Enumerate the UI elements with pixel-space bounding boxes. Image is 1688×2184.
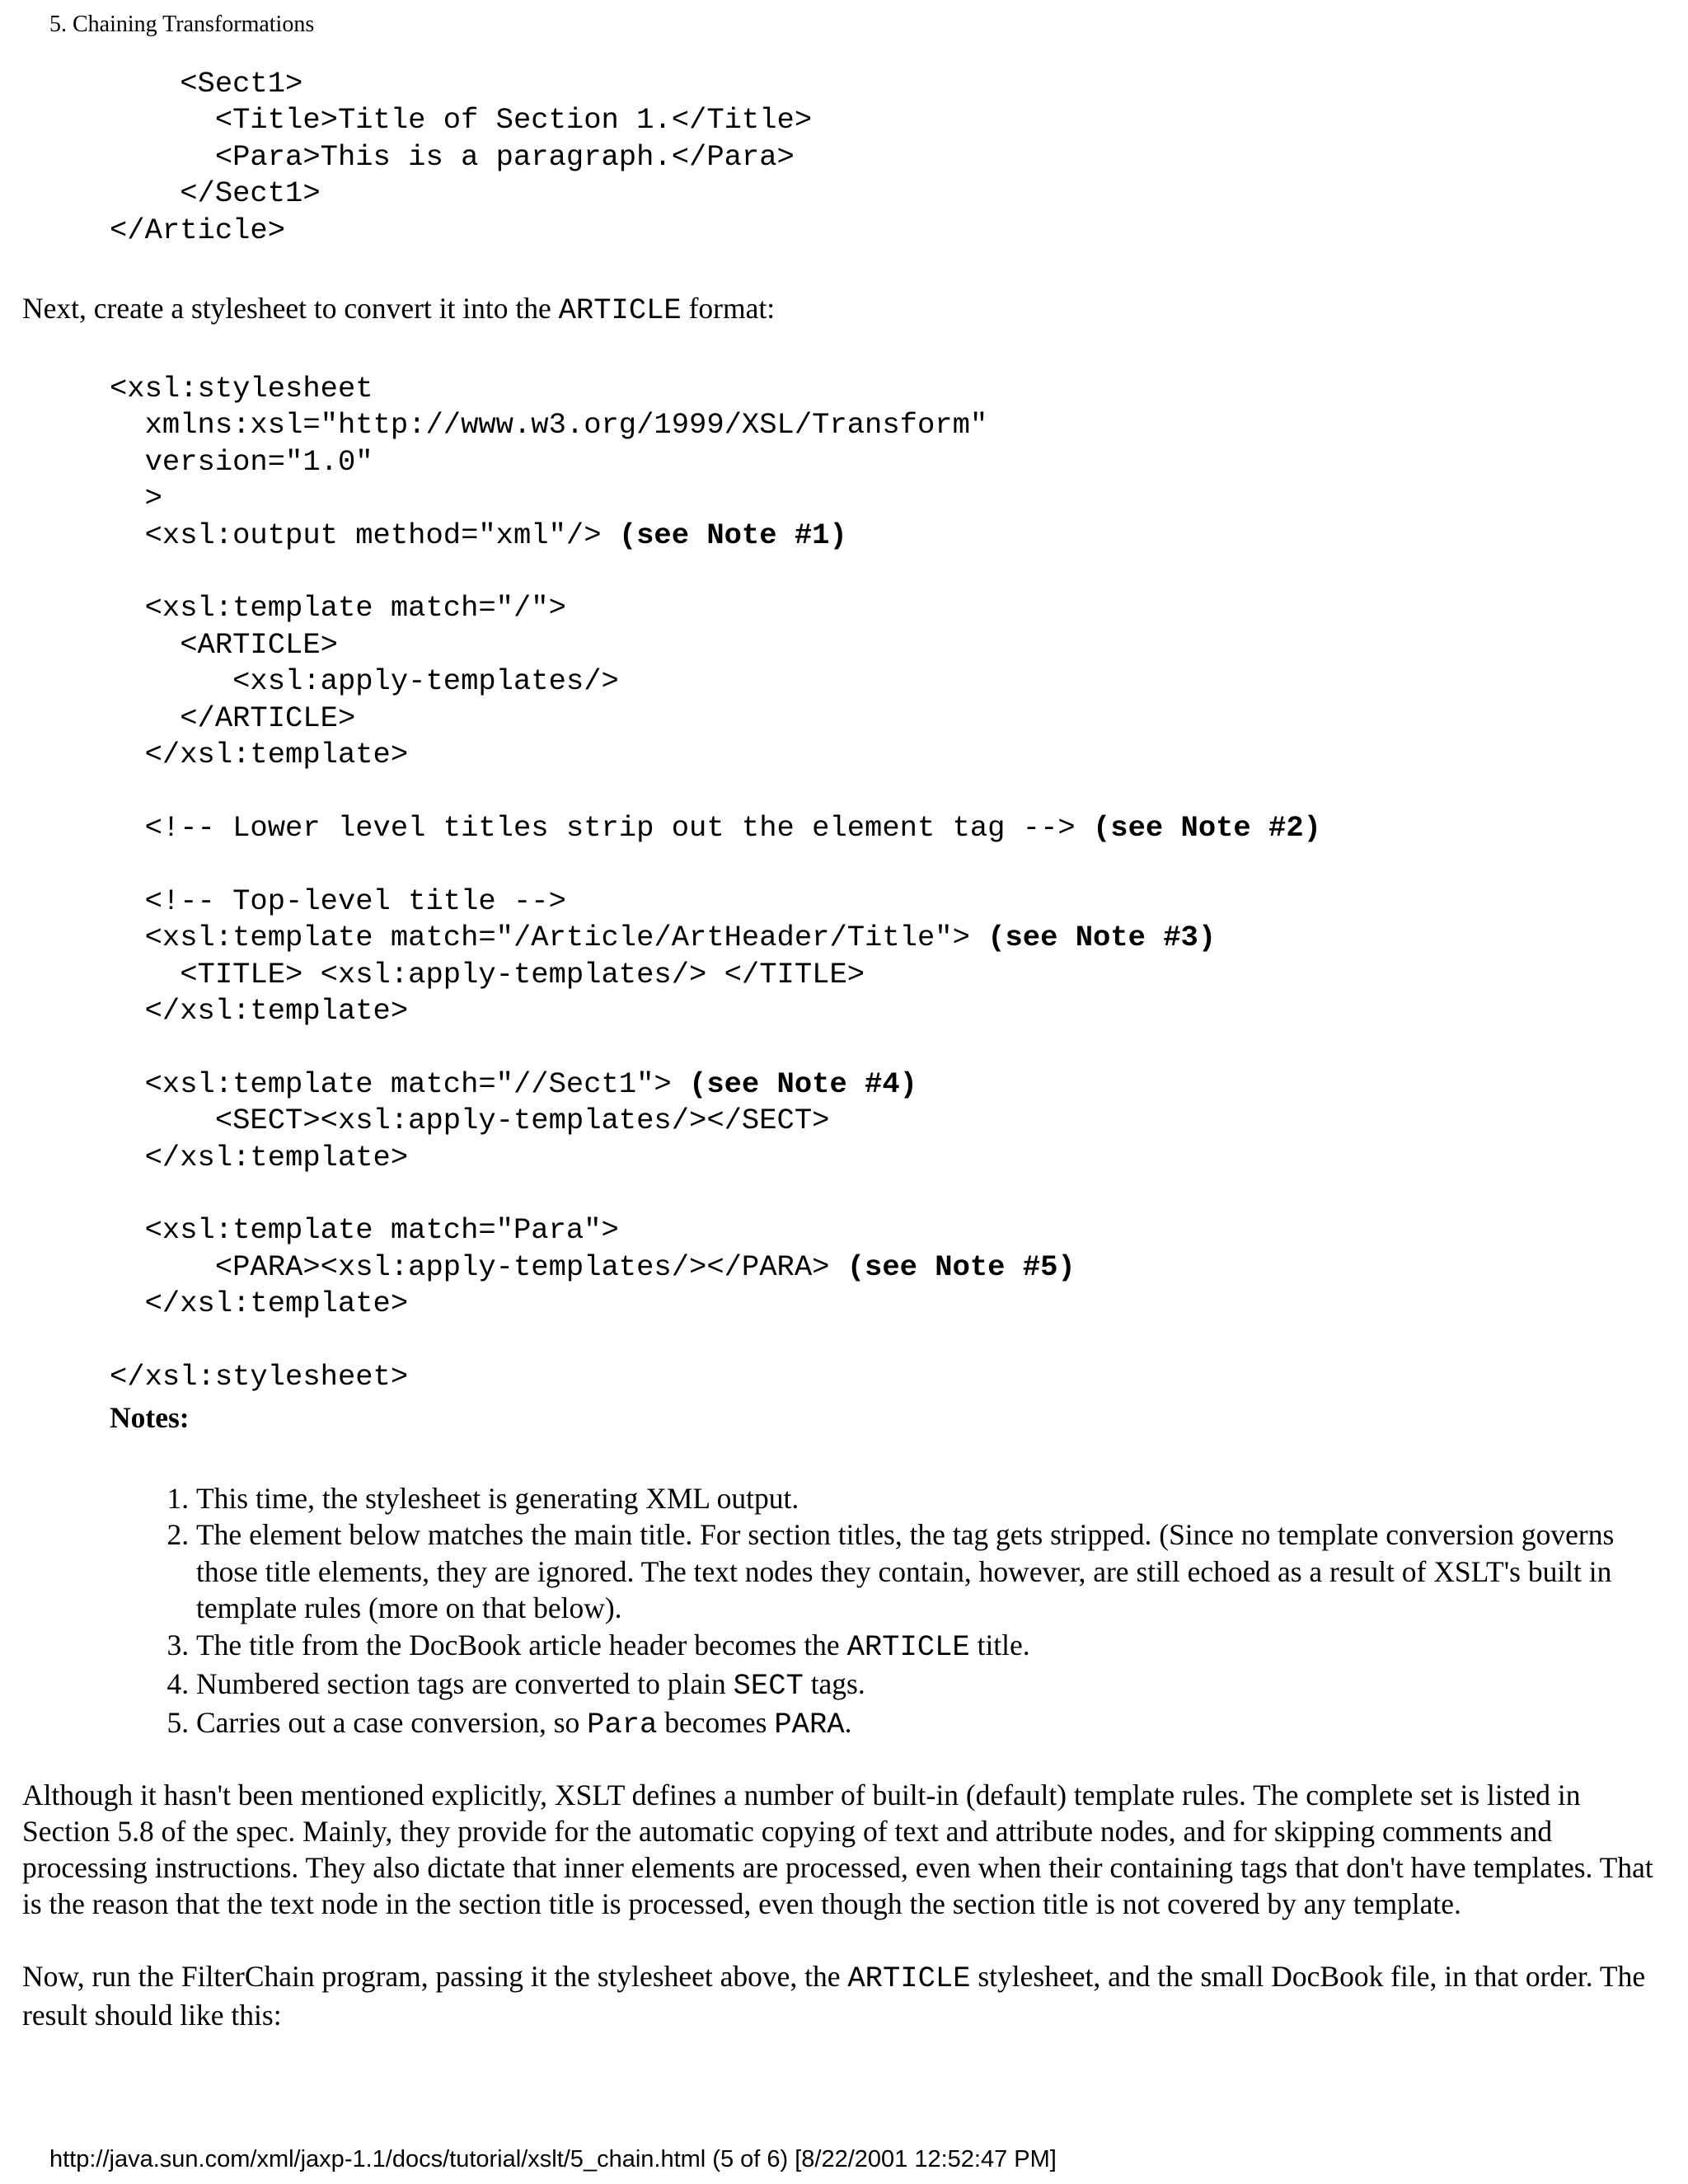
notes-heading: Notes: [110,1401,190,1434]
code-line: <ARTICLE> [110,627,338,662]
code-line: <xsl:output method="xml"/> [110,518,619,552]
code-line: <xsl:template match="Para"> [110,1213,619,1248]
inline-code: PARA [774,1708,845,1742]
code-line: <Para>This is a paragraph.</Para> [110,139,795,174]
code-line: <TITLE> <xsl:apply-templates/> </TITLE> [110,957,865,991]
run-filterchain-paragraph: Now, run the FilterChain program, passing it the stylesheet above, the ARTICLE stylesheet, and the small DocBook file, in that order. The result should like this: [22,1960,1646,2032]
code-line: </ARTICLE> [110,701,356,735]
note-reference: (see Note #3) [987,921,1217,955]
inline-code: ARTICLE [846,1629,970,1664]
code-line: <xsl:template match="/Article/ArtHeader/Title"> [110,921,988,955]
inline-code: ARTICLE [847,1961,971,1995]
code-line: <!-- Lower level titles strip out the element tag --> [110,810,1093,845]
code-line: <!-- Top-level title --> [110,883,566,918]
code-line: <Sect1> [110,67,303,101]
notes-list [148,1480,1680,1744]
code-line: </xsl:template> [110,738,409,772]
note-item: 3. The title from the DocBook article header becomes the ARTICLE title. [196,1627,1680,1666]
builtin-rules-paragraph: Although it hasn't been mentioned explicitly, XSLT defines a number of built-in (default) template rules. The complete set is listed in Section 5.8 of the spec. Mainly, they provide for the automatic copying of text and attribute nodes, and for skipping comments and processing instructions. They also dictate that inner elements are processed, even when their containing tags that don't have templates. That is the reason that the text node in the section title is processed, even though the section title is not covered by any template. [22,1779,1653,1920]
code-line: xmlns:xsl="http://www.w3.org/1999/XSL/Transform" [110,408,988,443]
note-item: 5. Carries out a case conversion, so Para becomes PARA. [196,1704,1680,1743]
intro-paragraph: Next, create a stylesheet to convert it into the ARTICLE format: [22,292,776,327]
code-line: <Title>Title of Section 1.</Title> [110,103,813,138]
code-line: <PARA><xsl:apply-templates/></PARA> [110,1249,847,1284]
code-line: </Article> [110,213,286,247]
inline-code: Para [587,1708,658,1742]
code-block-docbook [110,66,812,249]
note-item: 2. The element below matches the main title. For section titles, the tag gets stripped. (Since no template conversion governs those title elements, they are ignored. The text nodes they contain, however, are still echoed as a result of XSLT's built in template rules (more on that below). [196,1516,1680,1626]
code-line: > [110,481,162,516]
code-line: </xsl:template> [110,1140,409,1174]
code-line: </xsl:template> [110,1286,409,1321]
code-line: </Sect1> [110,176,321,211]
page-footer: http://java.sun.com/xml/jaxp-1.1/docs/tutorial/xslt/5_chain.html (5 of 6) [8/22/2001 12:52:47 PM] [49,2146,1057,2172]
note-reference: (see Note #1) [618,518,847,552]
note-item: 1. This time, the stylesheet is generating XML output. [196,1480,1680,1516]
page-header: 5. Chaining Transformations [49,12,315,37]
note-item: 4. Numbered section tags are converted to plain SECT tags. [196,1666,1680,1704]
inline-code: ARTICLE [558,293,682,327]
code-block-stylesheet [110,371,1321,1395]
code-line: <SECT><xsl:apply-templates/></SECT> [110,1104,830,1138]
code-line: <xsl:template match="/"> [110,591,566,626]
note-reference: (see Note #4) [689,1066,917,1101]
code-line: <xsl:stylesheet [110,372,373,405]
code-line: </xsl:template> [110,993,409,1028]
code-line: version="1.0" [110,444,373,479]
code-line: <xsl:template match="//Sect1"> [110,1066,690,1101]
note-reference: (see Note #5) [846,1249,1076,1284]
code-line: </xsl:stylesheet> [110,1359,409,1394]
inline-code: SECT [733,1669,804,1704]
note-reference: (see Note #2) [1093,810,1321,845]
code-line: <xsl:apply-templates/> [110,664,619,699]
